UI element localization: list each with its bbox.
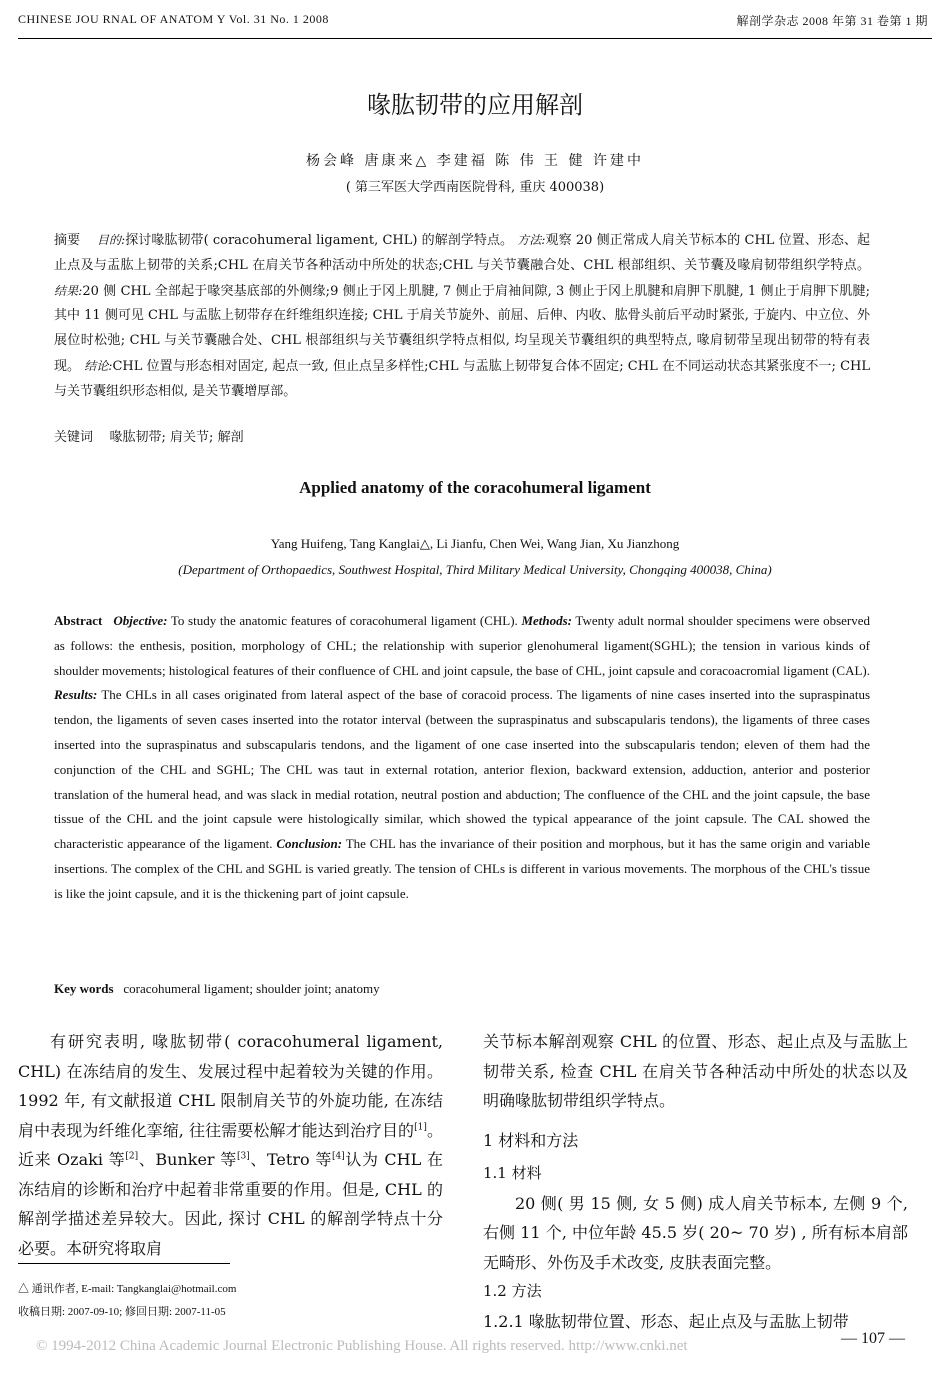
keywords-en-label: Key words — [54, 981, 114, 996]
subsection-heading-materials: 1.1 材料 — [483, 1164, 542, 1182]
affiliation-en: (Department of Orthopaedics, Southwest Hospital, Third Military Medical University, Chongqing 400038, China) — [178, 562, 772, 577]
footnote-dates: 收稿日期: 2007-09-10; 修回日期: 2007-11-05 — [18, 1306, 226, 1318]
abstract-en-methods: Twenty adult normal shoulder specimens were observed as follows: the enthesis, position, morphology of CHL; the relationship with superior glenohumeral ligament(SGHL); the tension in various kinds of shoulder movements; histological features of their confluence of CHL and joint capsule, the base of CHL, joint capsule and coracoacromial ligament (CAL). — [54, 613, 870, 678]
body-column-right — [483, 1027, 908, 1336]
keywords-cn-text: 喙肱韧带; 肩关节; 解剖 — [109, 430, 244, 445]
abstract-en-methods-label: Methods: — [521, 613, 573, 628]
footnote-correspondence: △ 通讯作者, E-mail: Tangkanglai@hotmail.com — [18, 1283, 237, 1295]
keywords-en — [54, 981, 870, 997]
materials-paragraph: 20 侧( 男 15 侧, 女 5 侧) 成人肩关节标本, 左侧 9 个, 右侧 11 个, 中位年龄 45.5 岁( 20~ 70 岁) , 所有标本肩部无畸形、外伤及手术改变, 皮肤表面完整。 — [483, 1193, 908, 1272]
keywords-cn-label: 关键词 — [54, 430, 94, 445]
intro-paragraph — [18, 1027, 443, 1263]
abstract-en-objective: To study the anatomic features of coracohumeral ligament (CHL). — [170, 613, 518, 628]
abstract-en-results: The CHLs in all cases originated from lateral aspect of the base of coracoid process. The ligaments of nine cases inserted into the supraspinatus tendon, the ligaments of seven cases inserted into the rotator interval (between the supraspinatus and subscapularis tendons), the ligaments of three cases inserted into the supraspinatus and subscapularis tendons, and the ligament of one case inserted into the subscapularis tendon; eleven of them had the conjunction of the CHL and SGHL; The CHL was taut in external rotation, anterior flexion, backward extension, adduction, anterior and posterior translation of the humeral head, and was slack in medial rotation, neutral postion and abduction; The confluence of the CHL and the joint capsule, the base tissue of the CHL and the joint capsule were histologically similar, which showed the typical appearance of the joint capsule. The CAL showed the characteristic appearance of the ligament. — [54, 687, 871, 852]
authors-cn: 杨会峰 唐康来△ 李建福 陈 伟 王 健 许建中 — [306, 153, 644, 169]
abstract-cn-label: 摘要 — [54, 233, 81, 248]
article-title-en: Applied anatomy of the coracohumeral ligament — [299, 478, 651, 497]
body-column-left — [18, 1027, 443, 1263]
affiliation-cn: ( 第三军医大学西南医院骨科, 重庆 400038) — [345, 180, 605, 195]
citation-4: [4] — [332, 1151, 345, 1162]
intro-text-2: 。近来 Ozaki 等 — [18, 1120, 443, 1169]
footnote-rule — [18, 1263, 230, 1264]
abstract-en — [54, 609, 870, 907]
abstract-cn — [54, 228, 870, 405]
abstract-cn-objective-label: 目的: — [96, 233, 126, 247]
abstract-cn-results: 20 侧 CHL 全部起于喙突基底部的外侧缘;9 侧止于冈上肌腱, 7 侧止于肩袖间隙, 3 侧止于冈上肌腱和肩胛下肌腱, 1 侧止于肩胛下肌腱; 其中 11 侧可见 CHL 与盂肱上韧带存在纤维组织连接; CHL 于肩关节旋外、前屈、后伸、内收、肱骨头前后平动时紧张, 于旋内、中立位、外展位时松弛; CHL 与关节囊融合处、CHL 根部组织与关节囊组织学特点相似, 均呈现关节囊组织的典型特点, 喙肩韧带呈现出韧带的特有表现。 — [54, 283, 870, 374]
intro-text-3: 、Bunker 等 — [138, 1150, 237, 1169]
running-head-journal-cn: 解剖学杂志 2008 年第 31 卷第 1 期 — [736, 14, 928, 28]
header-rule — [18, 38, 932, 39]
authors-en: Yang Huifeng, Tang Kanglai△, Li Jianfu, Chen Wei, Wang Jian, Xu Jianzhong — [270, 536, 680, 551]
intro-text-1: 有研究表明, 喙肱韧带( coracohumeral ligament, CHL) 在冻结肩的发生、发展过程中起着较为关键的作用。1992 年, 有文献报道 CHL 限制肩关节的外旋功能, 在冻结肩中表现为纤维化挛缩, 往往需要松解才能达到治疗目的 — [18, 1032, 443, 1140]
abstract-en-label: Abstract — [54, 613, 103, 628]
citation-3: [3] — [236, 1151, 250, 1162]
abstract-cn-conclusion: CHL 位置与形态相对固定, 起点一致, 但止点呈多样性;CHL 与盂肱上韧带复合体不固定; CHL 在不同运动状态其紧张度不一; CHL 与关节囊组织形态相似, 是关节囊增厚部。 — [54, 358, 871, 399]
abstract-cn-objective: 探讨喙肱韧带( coracohumeral ligament, CHL) 的解剖学特点。 — [125, 233, 514, 248]
intro-text-5: 认为 CHL 在冻结肩的诊断和治疗中起着非常重要的作用。但是, CHL 的解剖学描述差异较大。因此, 探讨 CHL 的解剖学特点十分必要。本研究将取肩 — [18, 1150, 443, 1258]
citation-1: [1] — [414, 1122, 427, 1133]
copyright-watermark: © 1994-2012 China Academic Journal Electronic Publishing House. All rights reserved. http://www.cnki.net — [36, 1338, 688, 1354]
abstract-en-results-label: Results: — [54, 687, 98, 703]
intro-continued: 关节标本解剖观察 CHL 的位置、形态、起止点及与盂肱上韧带关系, 检查 CHL 在肩关节各种活动中所处的状态以及明确喙肱韧带组织学特点。 — [483, 1032, 908, 1110]
keywords-en-text: coracohumeral ligament; shoulder joint; anatomy — [123, 981, 380, 996]
page-number: — 107 — — [841, 1330, 905, 1347]
abstract-cn-methods: 观察 20 侧正常成人肩关节标本的 CHL 位置、形态、起止点及与盂肱上韧带的关系;CHL 在肩关节各种活动中所处的状态;CHL 与关节囊融合处、CHL 根部组织、关节囊及喙肩韧带组织学特点。 — [54, 233, 871, 273]
subsection-heading-methods: 1.2 方法 — [483, 1282, 542, 1300]
subsection-heading-1-2-1: 1.2.1 喙肱韧带位置、形态、起止点及与盂肱上韧带 — [483, 1311, 849, 1331]
abstract-en-conclusion: The CHL has the invariance of their position and morphous, but it has the same origin and variable insertions. The complex of the CHL and SGHL is varied greatly. The tension of CHLs is different in various movements. The morphous of the CHL's tissue is like the joint capsule, and it is the thickening part of joint capsule. — [54, 836, 871, 901]
citation-2: [2] — [125, 1151, 139, 1162]
article-title-cn: 喙肱韧带的应用解剖 — [367, 91, 583, 119]
section-heading-materials-methods: 1 材料和方法 — [483, 1130, 579, 1150]
abstract-cn-conclusion-label: 结论: — [84, 358, 113, 373]
running-head-journal-en: CHINESE JOU RNAL OF ANATOM Y Vol. 31 No. 1 2008 — [18, 12, 329, 26]
abstract-cn-results-label: 结果: — [54, 283, 83, 298]
keywords-cn — [54, 426, 870, 445]
abstract-en-conclusion-label: Conclusion: — [276, 836, 343, 852]
abstract-en-objective-label: Objective: — [113, 613, 168, 628]
abstract-cn-methods-label: 方法: — [517, 233, 546, 247]
intro-text-4: 、Tetro 等 — [249, 1150, 332, 1169]
